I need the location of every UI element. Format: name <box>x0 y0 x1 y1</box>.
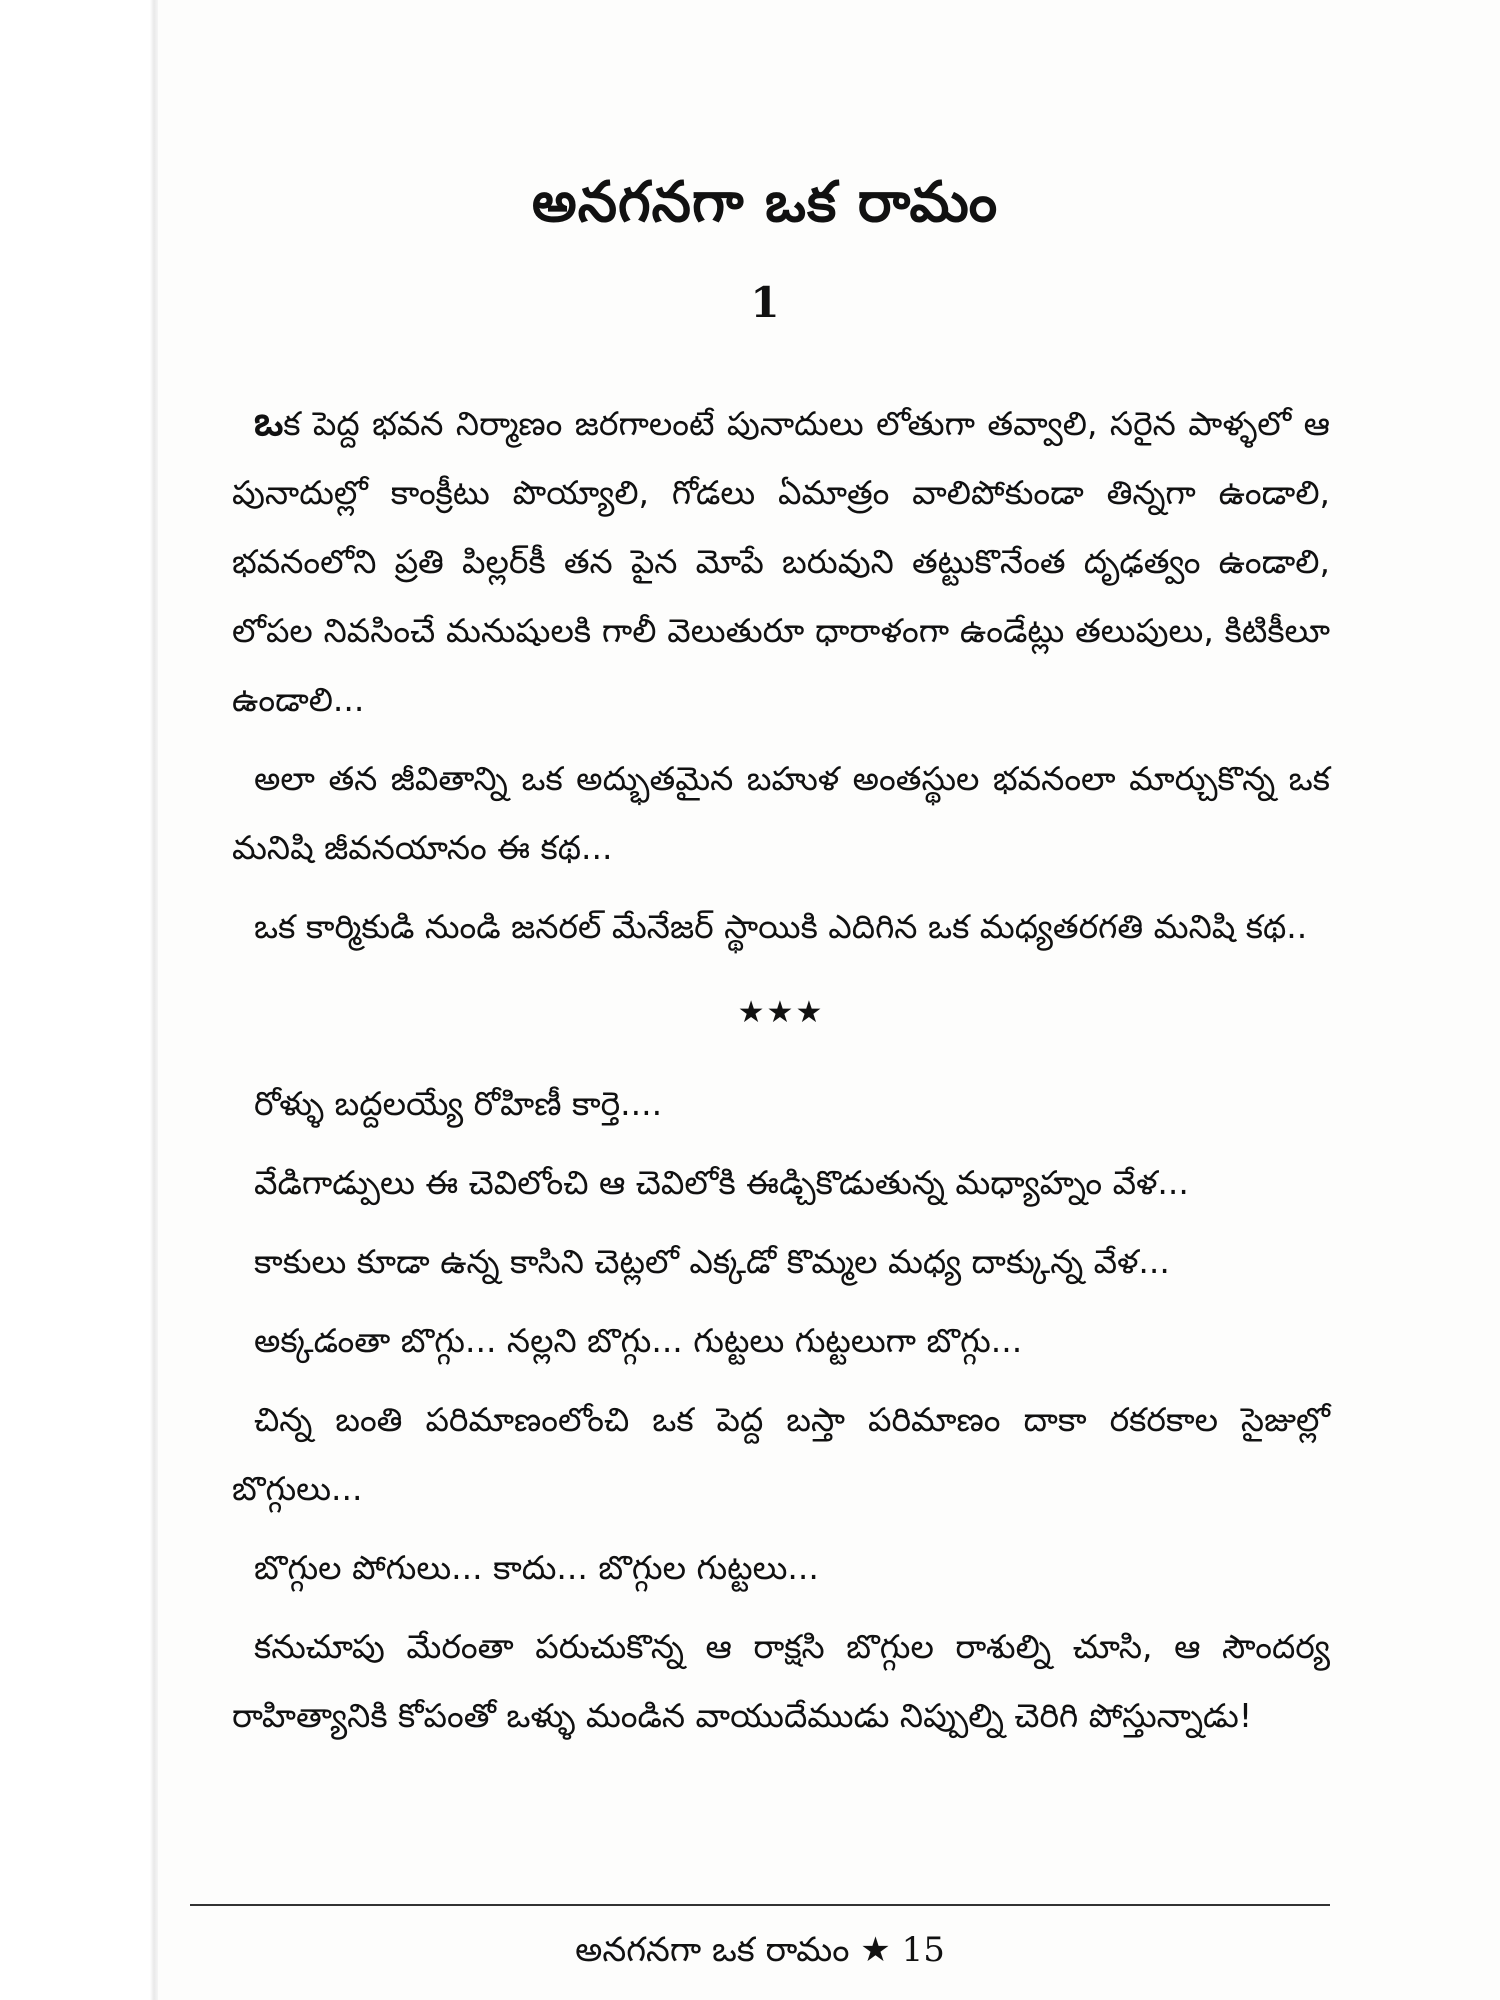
running-footer <box>190 1928 1330 1972</box>
book-title: అనగనగా ఒక రామం <box>531 170 999 235</box>
opening-first-letter: ఒ <box>254 399 284 445</box>
opening-paragraph-text: క పెద్ద భవన నిర్మాణం జరగాలంటే పునాదులు లోతుగా తవ్వాలి, సరైన పాళ్ళలో ఆ పునాదుల్లో కాంక్రీటు పొయ్యాలి, గోడలు ఏమాత్రం వాలిపోకుండా తిన్నగా ఉండాలి, భవనంలోని ప్రతి పిల్లర్‌కీ తన పైన మోపే బరువుని తట్టుకొనేంత దృఢత్వం ఉండాలి, లోపల నివసించే మనుషులకి గాలీ వెలుతురూ ధారాళంగా ఉండేట్లు తలుపులు, కిటికీలూ ఉండాలి... <box>232 404 1330 719</box>
paragraph: చిన్న బంతి పరిమాణంలోంచి ఒక పెద్ద బస్తా పరిమాణం దాకా రకరకాల సైజుల్లో బొగ్గులు... <box>232 1400 1330 1508</box>
opening-paragraph <box>232 388 1330 734</box>
page-number: 15 <box>901 1930 945 1970</box>
paragraph: కాకులు కూడా ఉన్న కాసిని చెట్లలో ఎక్కడో కొమ్మల మధ్య దాక్కున్న వేళ... <box>254 1242 1170 1281</box>
chapter-body <box>232 388 1330 1760</box>
paragraph: ఒక కార్మికుడి నుండి జనరల్ మేనేజర్ స్థాయికి ఎదిగిన ఒక మధ్యతరగతి మనిషి కథ.. <box>254 907 1308 946</box>
paragraph: అలా తన జీవితాన్ని ఒక అద్భుతమైన బహుళ అంతస్థుల భవనంలా మార్చుకొన్న ఒక మనిషి జీవనయానం ఈ కథ... <box>232 759 1330 867</box>
paragraph: కనుచూపు మేరంతా పరుచుకొన్న ఆ రాక్షసి బొగ్గుల రాశుల్ని చూసి, ఆ సౌందర్య రాహిత్యానికి కోపంతో ఒళ్ళు మండిన వాయుదేముడు నిప్పుల్ని చెరిగి పోస్తున్నాడు! <box>232 1627 1330 1735</box>
section-break-stars: ★★★ <box>737 995 825 1030</box>
page-binding-edge <box>0 0 158 2000</box>
paragraph: అక్కడంతా బొగ్గు... నల్లని బొగ్గు... గుట్టలు గుట్టలుగా బొగ్గు... <box>254 1321 1023 1360</box>
paragraph: రోళ్ళు బద్దలయ్యే రోహిణీ కార్తె.... <box>254 1084 663 1123</box>
footer-star-icon: ★ <box>860 1930 891 1970</box>
footer-divider <box>190 1904 1330 1906</box>
footer-book-title: అనగనగా ఒక రామం <box>575 1930 850 1970</box>
paragraph: బొగ్గుల పోగులు... కాదు... బొగ్గుల గుట్టలు... <box>254 1548 819 1587</box>
chapter-number: 1 <box>750 278 780 327</box>
paragraph: వేడిగాడ్పులు ఈ చెవిలోంచి ఆ చెవిలోకి ఈడ్చికొడుతున్న మధ్యాహ్నం వేళ... <box>254 1163 1189 1202</box>
